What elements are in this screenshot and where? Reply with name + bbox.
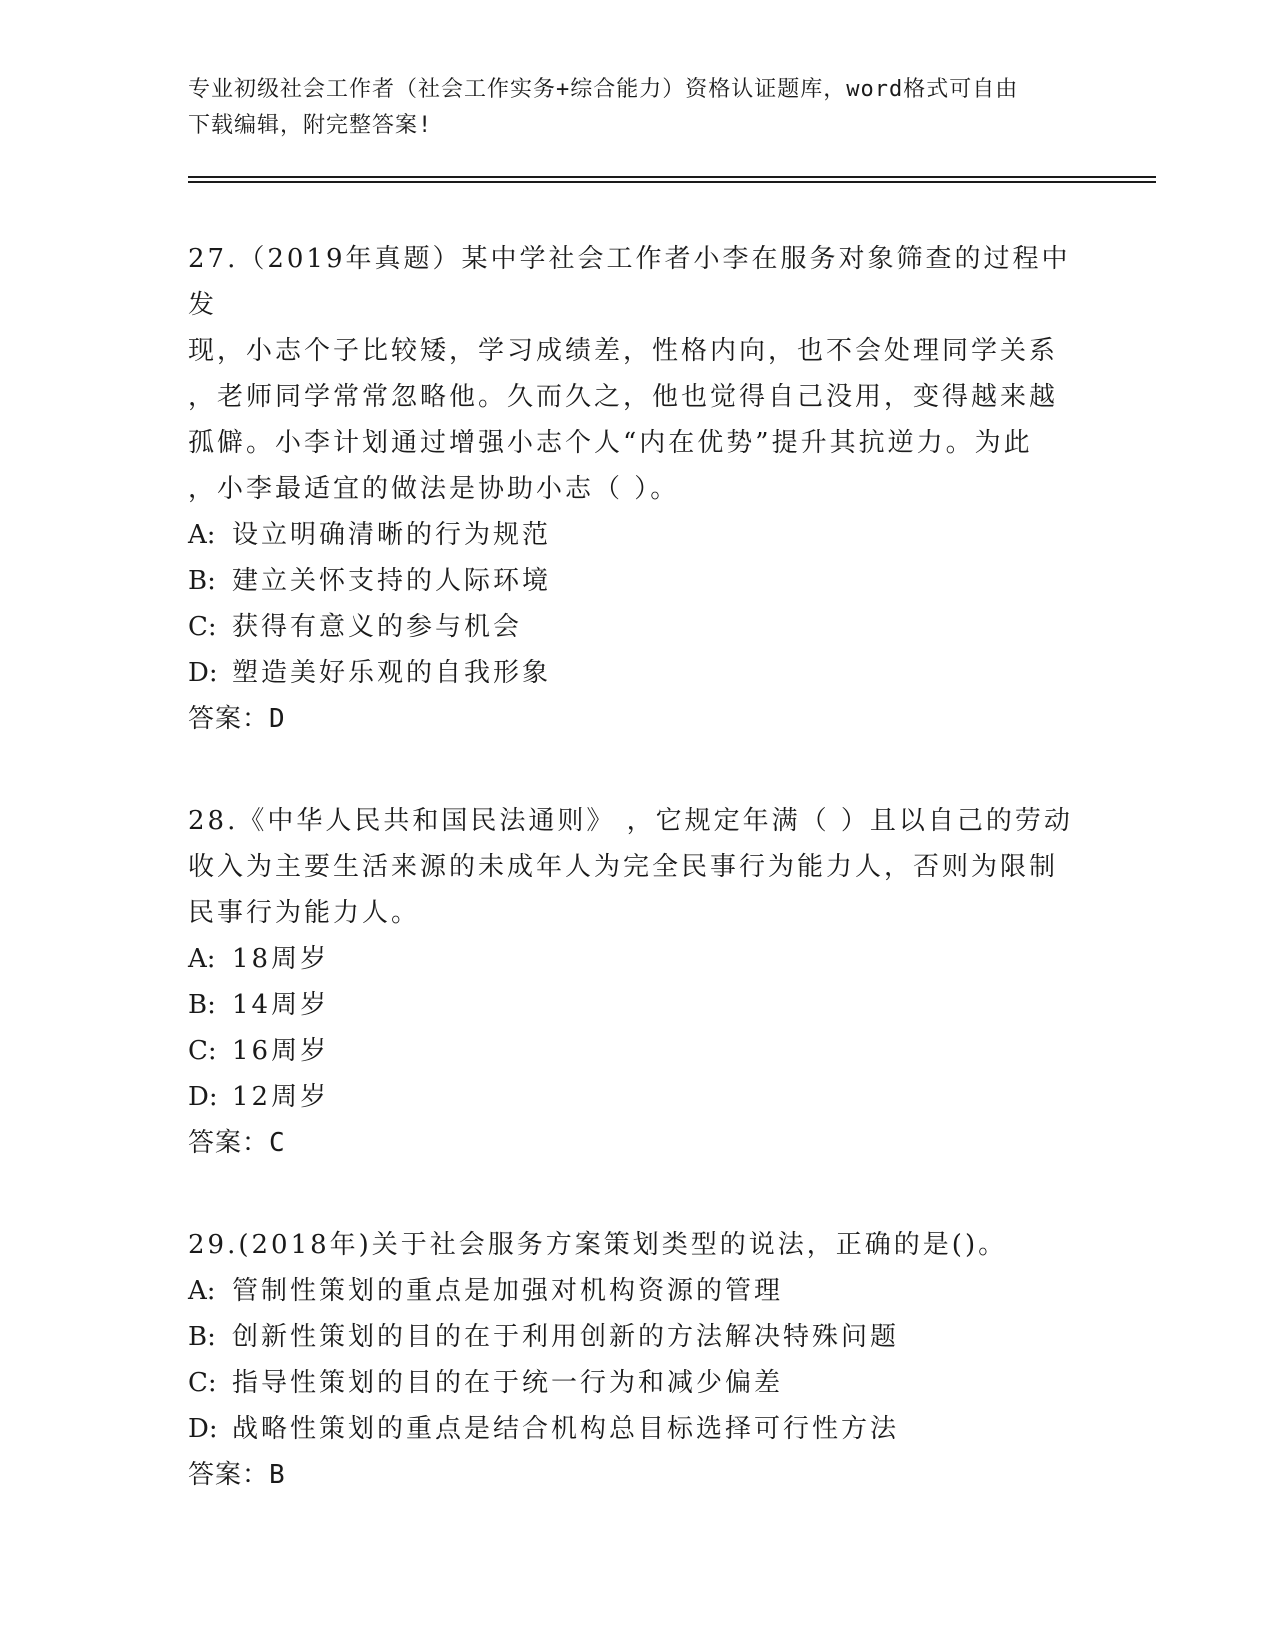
option-text: 获得有意义的参与机会 [232, 612, 523, 642]
answer-text: 答案：B [188, 1460, 286, 1490]
option-c [188, 1360, 1088, 1406]
option-letter: C: [188, 1368, 217, 1398]
option-letter: D: [188, 1414, 218, 1444]
option-d [188, 650, 1088, 696]
option-d [188, 1074, 1088, 1120]
option-a [188, 512, 1088, 558]
option-letter: A: [188, 1276, 216, 1306]
header-line-2: 下载编辑，附完整答案! [188, 113, 433, 138]
question-stem-line: 28.《中华人民共和国民法通则》 ，它规定年满（ ）且以自己的劳动 [188, 806, 1073, 836]
option-b [188, 982, 1088, 1028]
header-divider-top [188, 176, 1156, 178]
option-text: 设立明确清晰的行为规范 [232, 520, 552, 550]
option-b [188, 558, 1088, 604]
option-c [188, 604, 1088, 650]
option-text: 战略性策划的重点是结合机构总目标选择可行性方法 [232, 1414, 900, 1444]
question-stem-line: 收入为主要生活来源的未成年人为完全民事行为能力人，否则为限制 [188, 852, 1059, 882]
option-text: 14周岁 [232, 990, 330, 1020]
option-b [188, 1314, 1088, 1360]
option-letter: D: [188, 658, 218, 688]
option-text: 指导性策划的目的在于统一行为和减少偏差 [232, 1368, 784, 1398]
document-header [188, 72, 1088, 144]
option-a [188, 1268, 1088, 1314]
option-letter: A: [188, 944, 216, 974]
option-letter: C: [188, 1036, 217, 1066]
option-text: 管制性策划的重点是加强对机构资源的管理 [232, 1276, 784, 1306]
question-29 [188, 1222, 1088, 1498]
question-stem-line: 民事行为能力人。 [188, 898, 421, 928]
option-letter: A: [188, 520, 216, 550]
option-text: 16周岁 [232, 1036, 330, 1066]
question-stem-line: ，老师同学常常忽略他。久而久之，他也觉得自己没用，变得越来越 [188, 382, 1059, 412]
option-letter: B: [188, 1322, 216, 1352]
question-stem-line: 29.(2018年)关于社会服务方案策划类型的说法，正确的是()。 [188, 1230, 1008, 1260]
option-text: 18周岁 [232, 944, 330, 974]
option-text: 建立关怀支持的人际环境 [232, 566, 552, 596]
question-stem-line: 现，小志个子比较矮，学习成绩差，性格内向，也不会处理同学关系 [188, 336, 1059, 366]
option-text: 塑造美好乐观的自我形象 [232, 658, 552, 688]
header-divider-bottom [188, 181, 1156, 183]
option-a [188, 936, 1088, 982]
header-line-1: 专业初级社会工作者（社会工作实务+综合能力）资格认证题库，word格式可自由 [188, 77, 1019, 102]
option-c [188, 1028, 1088, 1074]
option-letter: B: [188, 990, 216, 1020]
question-list [188, 236, 1088, 1526]
question-27 [188, 236, 1088, 742]
answer-text: 答案：D [188, 704, 286, 734]
option-letter: B: [188, 566, 216, 596]
option-text: 创新性策划的目的在于利用创新的方法解决特殊问题 [232, 1322, 900, 1352]
question-stem-line: ，小李最适宜的做法是协助小志（ ）。 [188, 474, 680, 504]
question-stem-line: 27.（2019年真题）某中学社会工作者小李在服务对象筛查的过程中发 [188, 244, 1071, 320]
option-letter: D: [188, 1082, 218, 1112]
option-text: 12周岁 [232, 1082, 330, 1112]
question-stem-line: 孤僻。小李计划通过增强小志个人“内在优势”提升其抗逆力。为此 [188, 428, 1033, 458]
question-28 [188, 798, 1088, 1166]
option-letter: C: [188, 612, 217, 642]
answer-text: 答案：C [188, 1128, 286, 1158]
option-d [188, 1406, 1088, 1452]
